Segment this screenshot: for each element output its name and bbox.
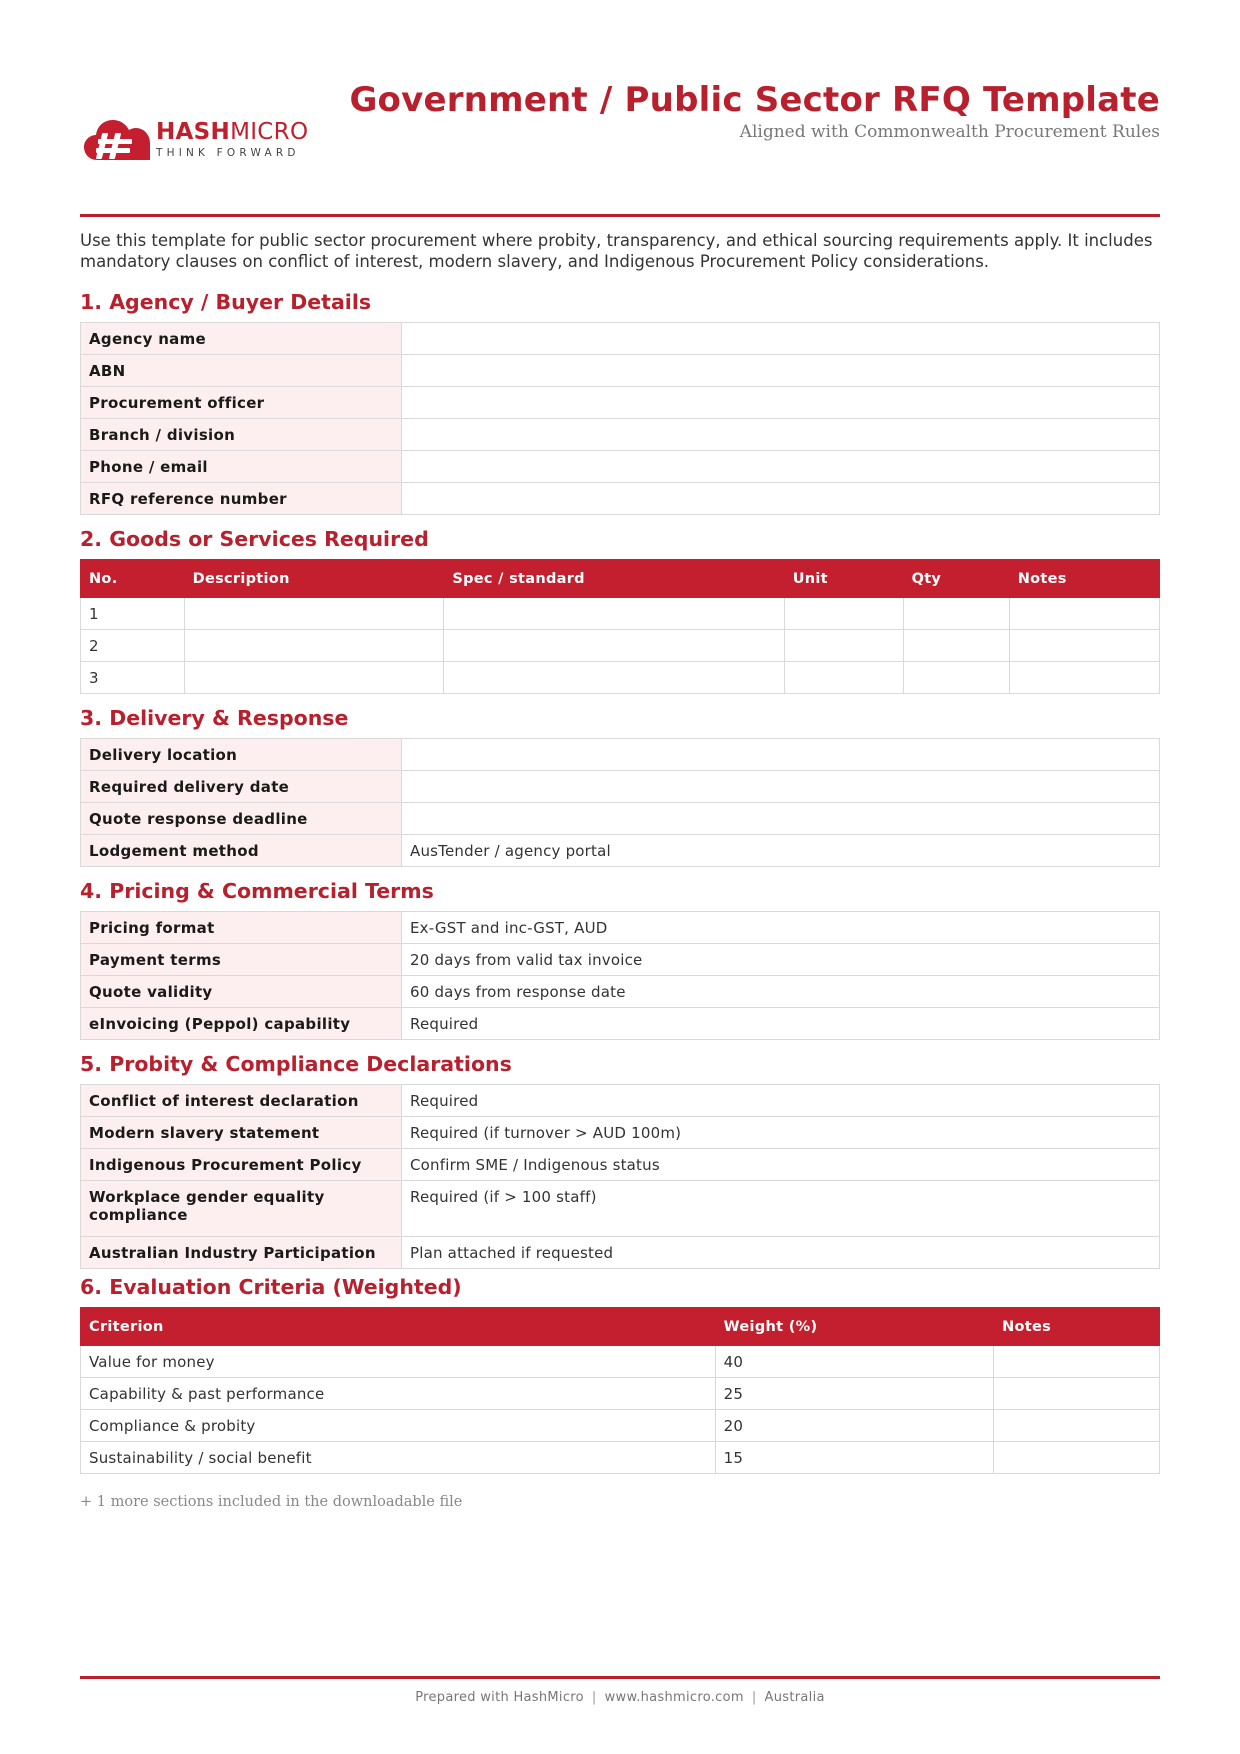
section-title-agency: 1. Agency / Buyer Details xyxy=(80,290,372,314)
table-row xyxy=(81,1008,1160,1040)
table-cell: Sustainability / social benefit xyxy=(81,1442,716,1474)
table-row xyxy=(81,598,1160,630)
table-row xyxy=(81,803,1160,835)
field-value[interactable]: Required (if turnover > AUD 100m) xyxy=(402,1117,1160,1149)
field-value[interactable] xyxy=(402,419,1160,451)
table-row xyxy=(81,323,1160,355)
goods-services-table xyxy=(80,559,1160,694)
field-label: Quote validity xyxy=(81,976,402,1008)
table-row xyxy=(81,771,1160,803)
field-value[interactable] xyxy=(402,739,1160,771)
footer-website-link[interactable]: www.hashmicro.com xyxy=(604,1690,744,1705)
brand-name: HASHMICRO xyxy=(156,119,309,146)
table-row xyxy=(81,419,1160,451)
table-cell: Capability & past performance xyxy=(81,1378,716,1410)
table-cell: 2 xyxy=(81,630,185,662)
more-sections-note: + 1 more sections included in the downloadable file xyxy=(80,1494,463,1510)
column-header: Weight (%) xyxy=(715,1308,993,1346)
field-label: Phone / email xyxy=(81,451,402,483)
field-label: Branch / division xyxy=(81,419,402,451)
table-cell: 15 xyxy=(715,1442,993,1474)
footer-divider xyxy=(80,1676,1160,1679)
table-cell: 20 xyxy=(715,1410,993,1442)
column-header: Qty xyxy=(903,560,1009,598)
field-value[interactable] xyxy=(402,771,1160,803)
table-row xyxy=(81,1378,1160,1410)
table-cell[interactable] xyxy=(1009,598,1159,630)
field-label: Modern slavery statement xyxy=(81,1117,402,1149)
table-row xyxy=(81,835,1160,867)
table-cell[interactable] xyxy=(903,662,1009,694)
field-value[interactable]: 20 days from valid tax invoice xyxy=(402,944,1160,976)
field-label: RFQ reference number xyxy=(81,483,402,515)
column-header: Notes xyxy=(994,1308,1160,1346)
field-label: Agency name xyxy=(81,323,402,355)
table-row xyxy=(81,976,1160,1008)
page-footer: Prepared with HashMicro | www.hashmicro.com | Australia xyxy=(415,1690,825,1705)
field-value[interactable] xyxy=(402,355,1160,387)
section-title-probity: 5. Probity & Compliance Declarations xyxy=(80,1052,512,1076)
table-row xyxy=(81,483,1160,515)
field-value[interactable]: Required xyxy=(402,1008,1160,1040)
field-value[interactable]: Confirm SME / Indigenous status xyxy=(402,1149,1160,1181)
table-cell[interactable] xyxy=(444,630,784,662)
field-label: Workplace gender equality compliance xyxy=(81,1181,402,1237)
table-cell[interactable] xyxy=(903,630,1009,662)
table-cell[interactable] xyxy=(994,1442,1160,1474)
table-cell[interactable] xyxy=(444,598,784,630)
field-value[interactable]: Required (if > 100 staff) xyxy=(402,1181,1160,1237)
table-cell: 40 xyxy=(715,1346,993,1378)
table-cell[interactable] xyxy=(184,630,444,662)
header-divider xyxy=(80,214,1160,217)
brand-tagline: THINK FORWARD xyxy=(156,147,300,160)
column-header: Criterion xyxy=(81,1308,716,1346)
table-cell[interactable] xyxy=(784,630,903,662)
table-cell: 3 xyxy=(81,662,185,694)
table-row xyxy=(81,1149,1160,1181)
table-row xyxy=(81,387,1160,419)
page-title: Government / Public Sector RFQ Template xyxy=(349,80,1160,120)
field-label: Australian Industry Participation xyxy=(81,1237,402,1269)
field-label: Pricing format xyxy=(81,912,402,944)
table-row xyxy=(81,1085,1160,1117)
field-value[interactable]: 60 days from response date xyxy=(402,976,1160,1008)
column-header: Notes xyxy=(1009,560,1159,598)
table-cell: Value for money xyxy=(81,1346,716,1378)
column-header: Spec / standard xyxy=(444,560,784,598)
table-cell[interactable] xyxy=(184,598,444,630)
field-value[interactable] xyxy=(402,387,1160,419)
field-label: Procurement officer xyxy=(81,387,402,419)
field-label: ABN xyxy=(81,355,402,387)
agency-details-table xyxy=(80,322,1160,515)
probity-compliance-table xyxy=(80,1084,1160,1269)
table-row xyxy=(81,1442,1160,1474)
hashmicro-logo xyxy=(84,118,308,162)
footer-prepared: Prepared with HashMicro xyxy=(415,1690,584,1705)
field-label: Indigenous Procurement Policy xyxy=(81,1149,402,1181)
document-header xyxy=(80,0,1160,216)
table-row xyxy=(81,944,1160,976)
table-row xyxy=(81,912,1160,944)
table-cell[interactable] xyxy=(994,1378,1160,1410)
field-label: Lodgement method xyxy=(81,835,402,867)
field-label: eInvoicing (Peppol) capability xyxy=(81,1008,402,1040)
table-cell[interactable] xyxy=(903,598,1009,630)
field-value[interactable]: AusTender / agency portal xyxy=(402,835,1160,867)
field-value[interactable] xyxy=(402,451,1160,483)
column-header: Unit xyxy=(784,560,903,598)
table-row xyxy=(81,451,1160,483)
field-value[interactable] xyxy=(402,803,1160,835)
field-value[interactable]: Required xyxy=(402,1085,1160,1117)
cloud-hash-icon xyxy=(84,118,150,162)
field-label: Conflict of interest declaration xyxy=(81,1085,402,1117)
table-row xyxy=(81,1410,1160,1442)
table-cell[interactable] xyxy=(444,662,784,694)
column-header: Description xyxy=(184,560,444,598)
table-row xyxy=(81,1181,1160,1237)
field-label: Quote response deadline xyxy=(81,803,402,835)
table-cell[interactable] xyxy=(1009,630,1159,662)
field-label: Payment terms xyxy=(81,944,402,976)
table-row xyxy=(81,662,1160,694)
table-cell[interactable] xyxy=(784,598,903,630)
field-label: Delivery location xyxy=(81,739,402,771)
table-row xyxy=(81,739,1160,771)
section-title-pricing: 4. Pricing & Commercial Terms xyxy=(80,879,434,903)
table-cell[interactable] xyxy=(994,1346,1160,1378)
table-cell: 1 xyxy=(81,598,185,630)
page-subtitle: Aligned with Commonwealth Procurement Rules xyxy=(739,122,1160,142)
field-label: Required delivery date xyxy=(81,771,402,803)
section-title-delivery: 3. Delivery & Response xyxy=(80,706,349,730)
table-row xyxy=(81,355,1160,387)
table-cell[interactable] xyxy=(1009,662,1159,694)
field-value[interactable] xyxy=(402,483,1160,515)
section-title-evaluation: 6. Evaluation Criteria (Weighted) xyxy=(80,1275,462,1299)
intro-paragraph: Use this template for public sector procurement where probity, transparency, and ethical sourcing requirements apply. It includes mandatory clauses on conflict of interest, modern slavery, and Indigenous Procurement Policy considerations. xyxy=(80,231,1153,271)
table-cell: 25 xyxy=(715,1378,993,1410)
table-cell[interactable] xyxy=(784,662,903,694)
table-cell: Compliance & probity xyxy=(81,1410,716,1442)
field-value[interactable]: Ex-GST and inc-GST, AUD xyxy=(402,912,1160,944)
rfq-document xyxy=(80,0,1160,1705)
pricing-terms-table xyxy=(80,911,1160,1040)
table-row xyxy=(81,630,1160,662)
section-title-goods: 2. Goods or Services Required xyxy=(80,527,429,551)
table-row xyxy=(81,1346,1160,1378)
delivery-response-table xyxy=(80,738,1160,867)
field-value[interactable]: Plan attached if requested xyxy=(402,1237,1160,1269)
table-row xyxy=(81,1237,1160,1269)
table-cell[interactable] xyxy=(184,662,444,694)
field-value[interactable] xyxy=(402,323,1160,355)
footer-country: Australia xyxy=(764,1690,825,1705)
table-row xyxy=(81,1117,1160,1149)
column-header: No. xyxy=(81,560,185,598)
table-cell[interactable] xyxy=(994,1410,1160,1442)
evaluation-criteria-table xyxy=(80,1307,1160,1474)
